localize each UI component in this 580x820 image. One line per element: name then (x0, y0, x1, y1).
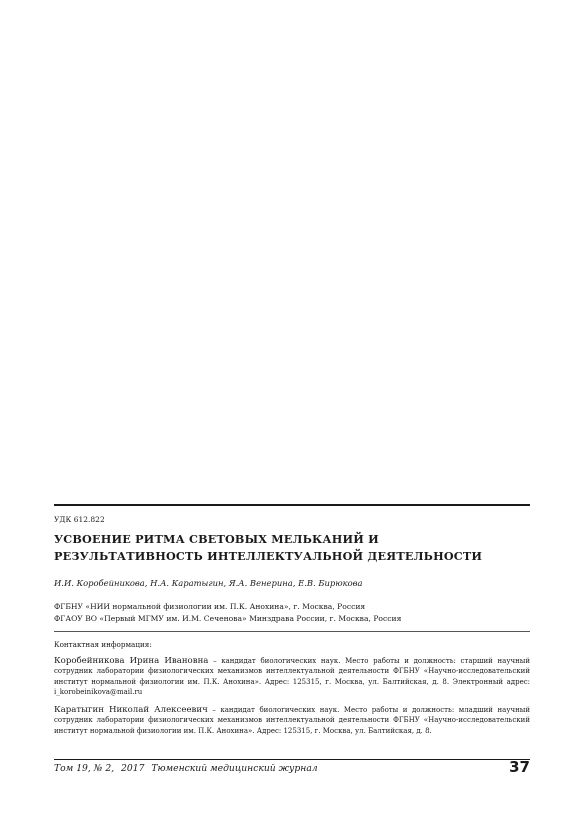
footer-journal: Тюменский медицинский журнал (151, 763, 318, 774)
footer-rule (54, 759, 530, 760)
udc-code: УДК 612.822 (54, 515, 105, 524)
page-number: 37 (509, 758, 530, 776)
contact-text-2: – кандидат биологических наук. Место работы и должность: младший научный сотрудник лаборатории физиологических механизмов интеллектуальной деятельности ФГБНУ «Научно-исследовательский институт нормальной физиологии им. П.К. Анохина». Адрес: 125315, г. Москва, ул. Балтийская, д. 8. (54, 706, 530, 735)
contact-heading: Контактная информация: (54, 640, 152, 649)
affiliations (54, 601, 530, 625)
section-divider (54, 631, 530, 632)
authors-line: И.И. Коробейникова, Н.А. Каратыгин, Я.А. Венерина, Е.В. Бирюкова (54, 578, 363, 588)
contact-entry-2 (54, 705, 530, 736)
contact-entry-1 (54, 656, 530, 698)
article-title: УСВОЕНИЕ РИТМА СВЕТОВЫХ МЕЛЬКАНИЙ И РЕЗУЛЬТАТИВНОСТЬ ИНТЕЛЛЕКТУАЛЬНОЙ ДЕЯТЕЛЬНОСТИ (54, 532, 483, 563)
footer-year: 2017 (121, 763, 145, 774)
affiliation-2: ФГАОУ ВО «Первый МГМУ им. И.М. Сеченова» Минздрава России, г. Москва, Россия (54, 614, 402, 623)
contact-name-2: Каратыгин Николай Алексеевич (54, 705, 208, 715)
footer-volume: Том 19, № 2, (54, 763, 115, 774)
footer-citation (54, 763, 322, 774)
contact-text-1: – кандидат биологических наук. Место работы и должность: старший научный сотрудник лаборатории физиологических механизмов интеллектуальной деятельности ФГБНУ «Научно-исследовательский институт нормальной физиологии им. П.К. Анохина». Адрес: 125315, г. Москва, ул. Балтийская, д. 8. Электронный адрес: i_korobeinikova@mail.ru (54, 657, 530, 697)
contact-name-1: Коробейникова Ирина Ивановна (54, 656, 209, 666)
header-rule (54, 504, 530, 506)
affiliation-1: ФГБНУ «НИИ нормальной физиологии им. П.К. Анохина», г. Москва, Россия (54, 602, 366, 611)
